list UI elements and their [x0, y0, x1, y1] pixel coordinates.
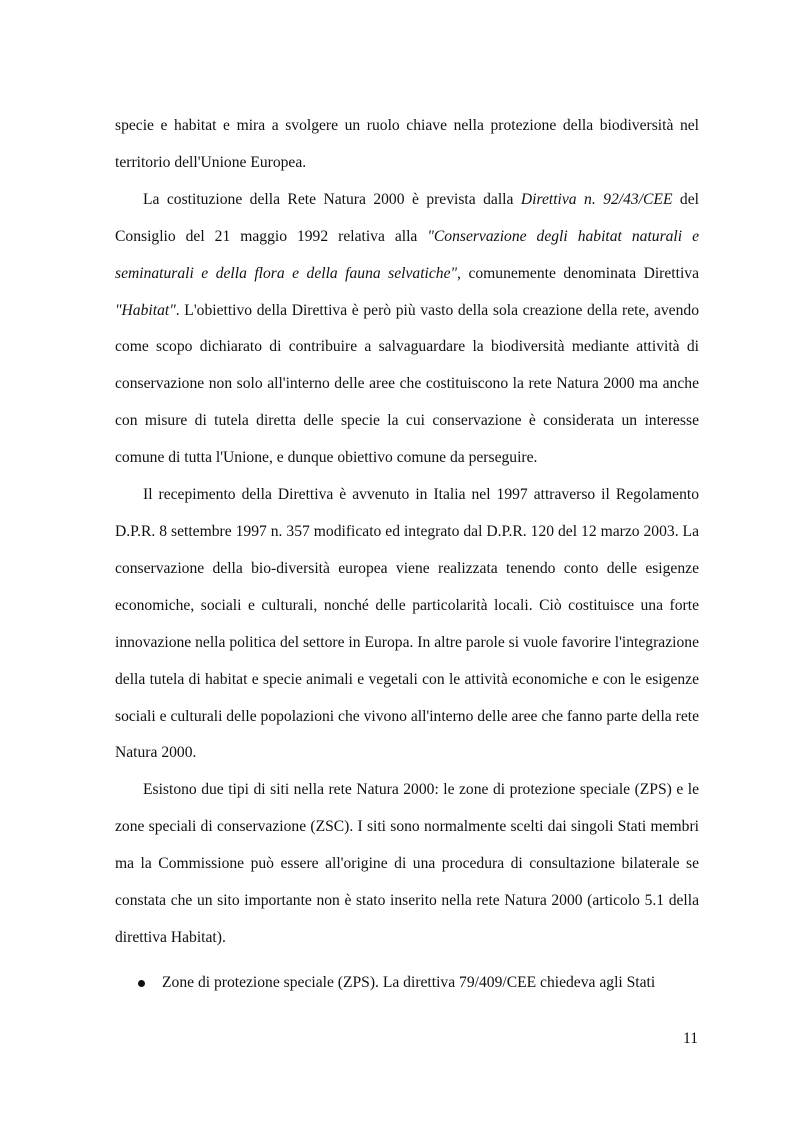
bullet-list	[115, 965, 699, 1002]
list-item	[115, 965, 699, 1002]
paragraph	[115, 772, 699, 957]
text-run: La costituzione della Rete Natura 2000 è prevista dalla	[143, 190, 521, 208]
text-run: del Consiglio del 21 maggio 1992 relativa alla	[115, 190, 699, 245]
text-run: Il recepimento della Direttiva è avvenuto in Italia nel 1997 attraverso il Regolamento D.P.R. 8 settembre 1997 n. 357 modificato ed integrato dal D.P.R. 120 del 12 marzo 2003. La conservazione della bio-diversità europea viene realizzata tenendo conto delle esigenze economiche, sociali e culturali, nonché delle particolarità locali. Ciò costituisce una forte innovazione nella politica del settore in Europa. In altre parole si vuole favorire l'integrazione della tutela di habitat e specie animali e vegetali con le attività economiche e con le esigenze sociali e culturali delle popolazioni che vivono all'interno delle aree che fanno parte della rete Natura 2000.	[115, 486, 699, 762]
bullet-icon	[138, 980, 145, 987]
italic-text-run: Direttiva n. 92/43/CEE	[520, 190, 673, 208]
document-body	[115, 108, 699, 994]
text-run: . L'obiettivo della Direttiva è però più vasto della sola creazione della rete, avendo come scopo dichiarato di contribuire a salvaguardare la biodiversità mediante attività di conservazione non solo all'interno delle aree che costituiscono la rete Natura 2000 ma anche con misure di tutela diretta delle specie la cui conservazione è considerata un interesse comune di tutta l'Unione, e dunque obiettivo comune da perseguire.	[115, 301, 699, 467]
paragraph	[115, 477, 699, 772]
text-run: comunemente denominata Direttiva	[460, 264, 700, 282]
page-number: 11	[682, 1030, 698, 1047]
text-run: Esistono due tipi di siti nella rete Natura 2000: le zone di protezione speciale (ZPS) e le zone speciali di conservazione (ZSC). I siti sono normalmente scelti dai singoli Stati membri ma la Commissione può essere all'origine di una procedura di consultazione bilaterale se constata che un sito importante non è stato inserito nella rete Natura 2000 (articolo 5.1 della direttiva Habitat).	[115, 781, 699, 946]
italic-text-run: "Conservazione degli habitat naturali e seminaturali e della flora e della fauna selvatiche",	[115, 227, 699, 282]
paragraph	[115, 108, 699, 182]
text-run: specie e habitat e mira a svolgere un ruolo chiave nella protezione della biodiversità nel territorio dell'Unione Europea.	[115, 117, 699, 171]
italic-text-run: "Habitat"	[115, 301, 176, 319]
paragraph	[115, 182, 699, 477]
list-item-text: Zone di protezione speciale (ZPS). La direttiva 79/409/CEE chiedeva agli Stati	[162, 973, 656, 991]
paragraph-list	[115, 108, 699, 957]
